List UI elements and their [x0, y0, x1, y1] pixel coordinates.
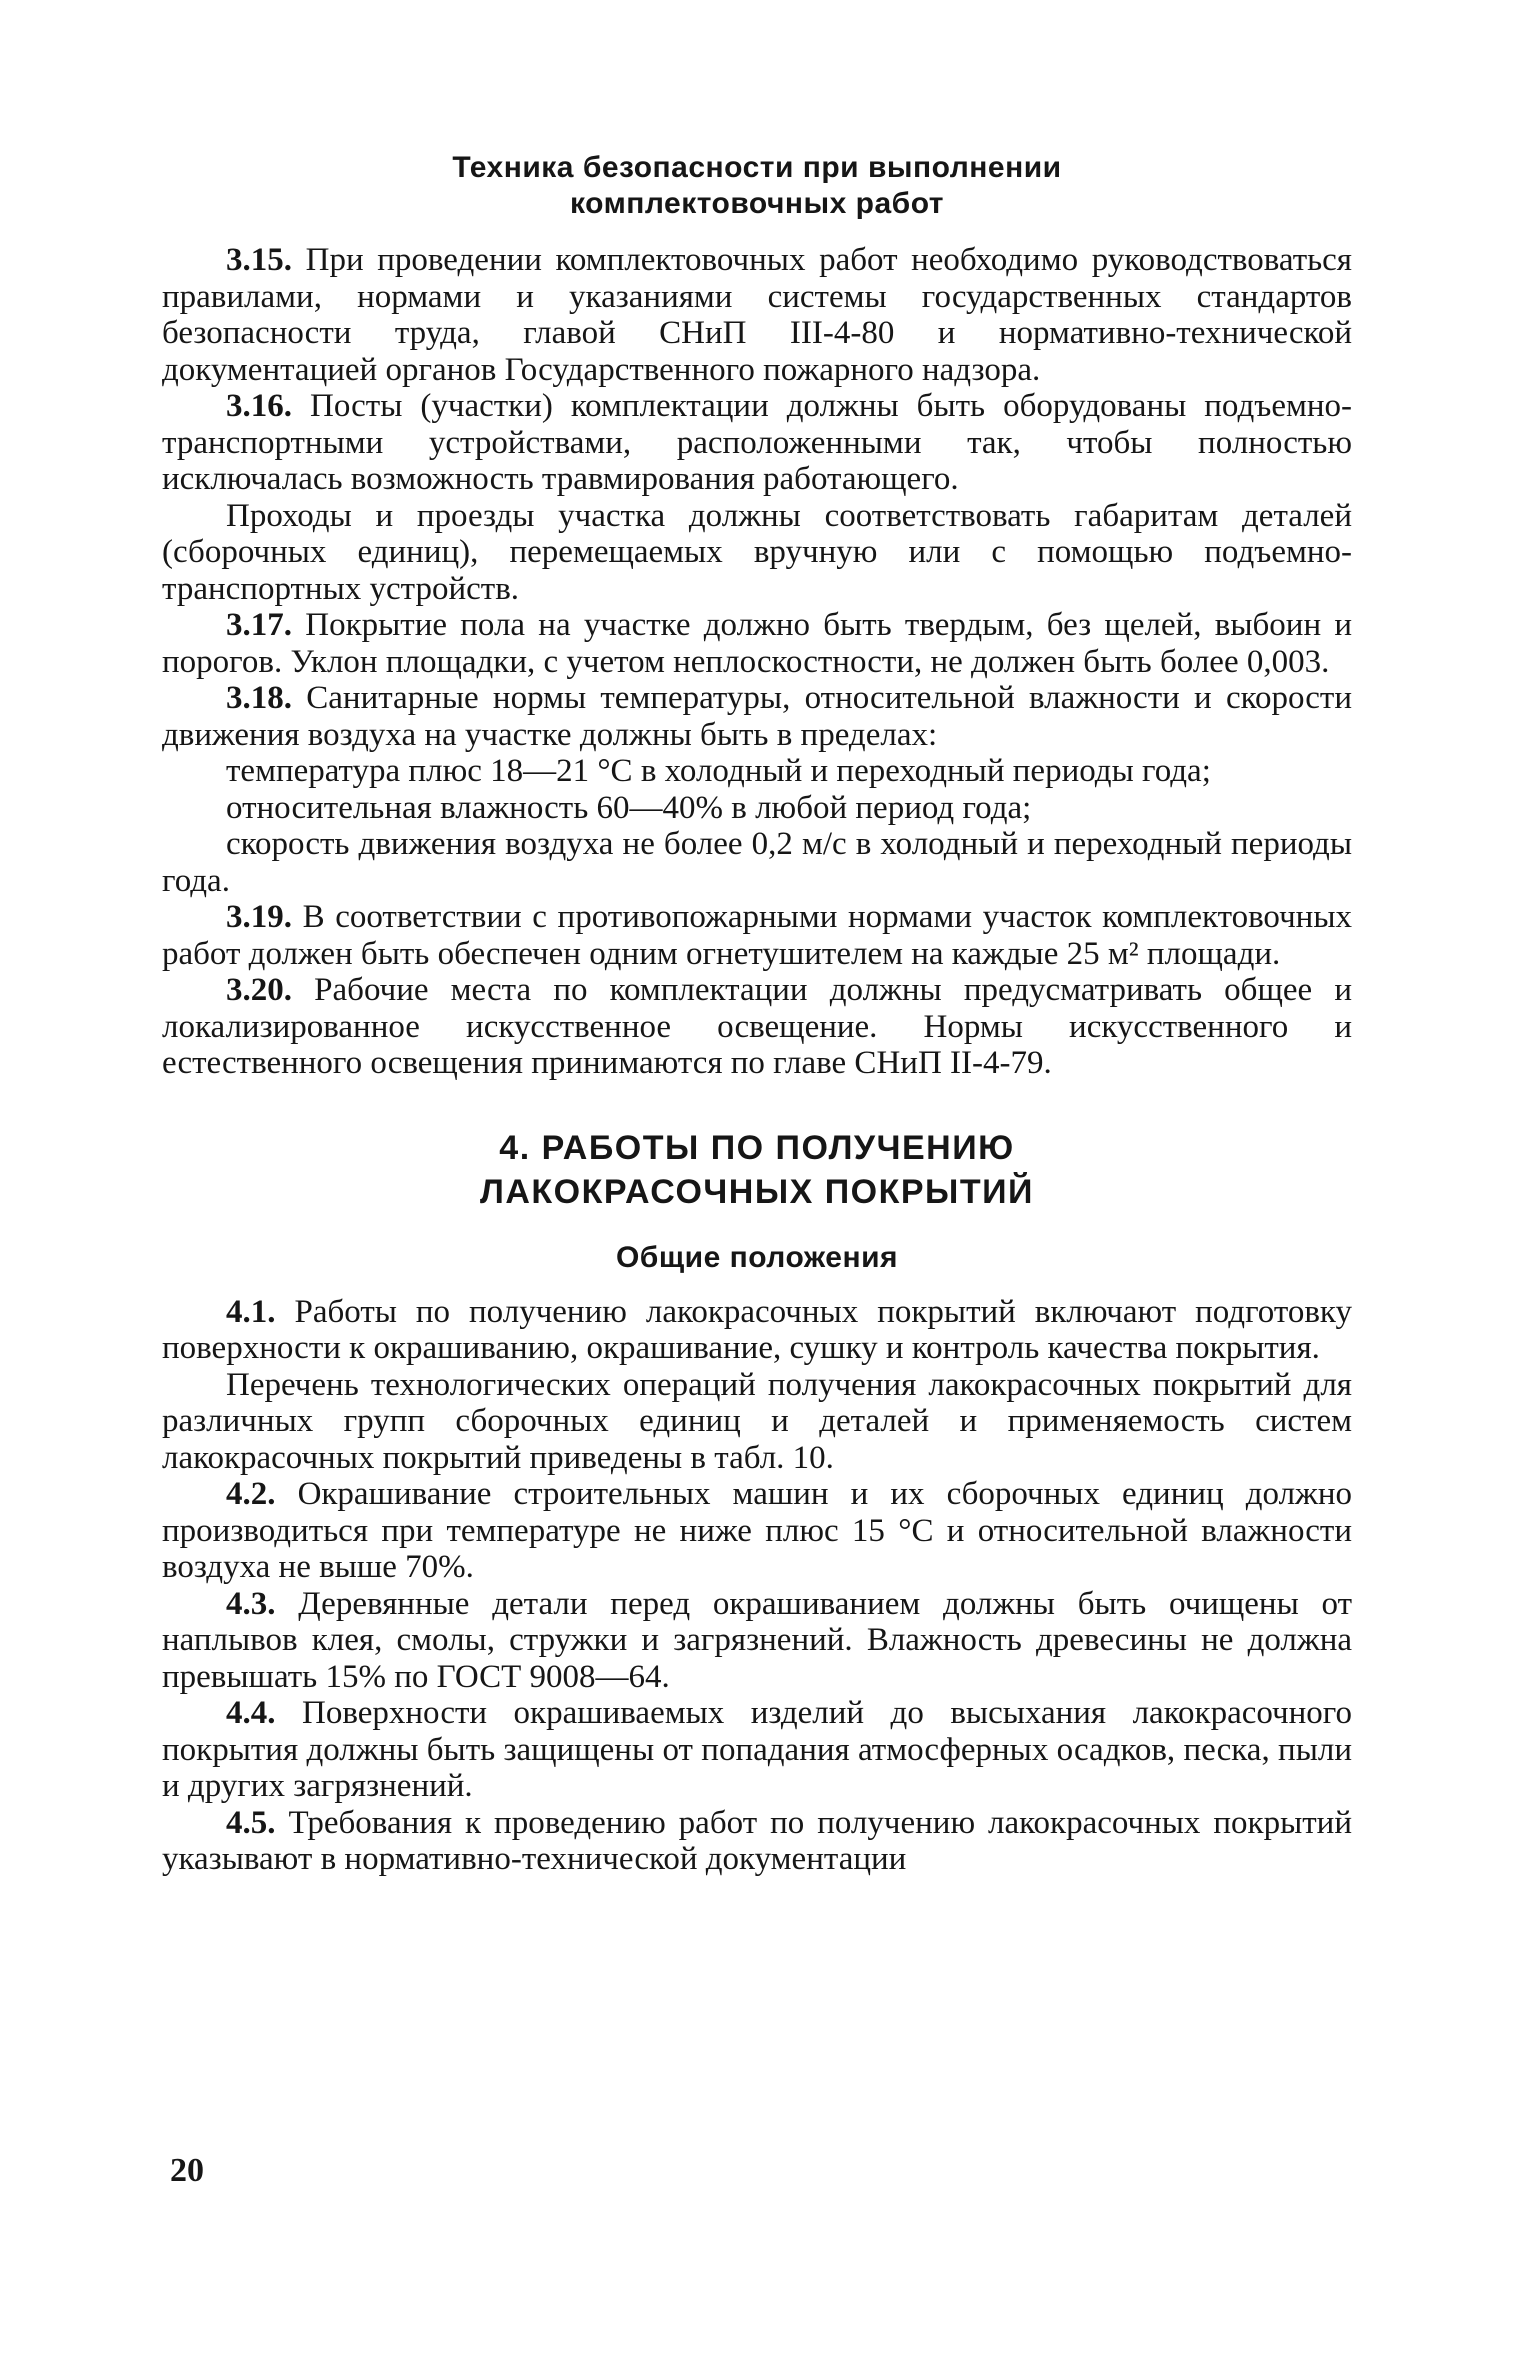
subsection-heading: [162, 150, 1352, 222]
paragraph: [162, 1476, 1352, 1586]
paragraph-text: Окрашивание строительных машин и их сборочных единиц должно производиться при температуре не ниже плюс 15 °С и относительной влажности воздуха не выше 70%.: [162, 1476, 1353, 1585]
paragraph: [162, 899, 1352, 972]
page-body: [162, 150, 1352, 1878]
clause-number: 3.17.: [226, 607, 292, 643]
paragraph: [162, 1367, 1352, 1477]
page-number: 20: [170, 2152, 204, 2189]
clause-number: 4.5.: [226, 1804, 276, 1841]
paragraph-text: При проведении комплектовочных работ необходимо руководствоваться правилами, нормами и указаниями системы государственных стандартов безопасности труда, главой СНиП III-4-80 и нормативно-технической документацией органов Государственного пожарного надзора.: [162, 242, 1352, 388]
paragraph: [162, 1695, 1352, 1805]
paragraph-text: температура плюс 18—21 °С в холодный и переходный периоды года;: [226, 753, 1211, 789]
paragraph-text: Поверхности окрашиваемых изделий до высыхания лакокрасочного покрытия должны быть защищены от попадания атмосферных осадков, песка, пыли и других загрязнений.: [162, 1695, 1353, 1804]
paragraph: [162, 1805, 1352, 1878]
paragraph-text: Работы по получению лакокрасочных покрытий включают подготовку поверхности к окрашиванию, окрашивание, сушку и контроль качества покрытия.: [162, 1293, 1352, 1366]
paragraph-text: Перечень технологических операций получения лакокрасочных покрытий для различных групп сборочных единиц и деталей и применяемость систем лакокрасочных покрытий приведены в табл. 10.: [162, 1366, 1352, 1476]
clause-number: 3.16.: [226, 388, 292, 424]
paragraph-text: Требования к проведению работ по получению лакокрасочных покрытий указывают в нормативно-технической документации: [162, 1804, 1353, 1877]
clause-number: 3.19.: [226, 899, 292, 935]
paragraph-text: Рабочие места по комплектации должны предусматривать общее и локализированное искусственное освещение. Нормы искусственного и естественного освещения принимаются по главе СНиП II-4-79.: [162, 972, 1353, 1081]
heading-line-2: комплектовочных работ: [570, 187, 944, 220]
paragraph-text: Проходы и проезды участка должны соответствовать габаритам деталей (сборочных единиц), перемещаемых вручную или с помощью подъемно-транспортных устройств.: [162, 497, 1352, 607]
paragraph: [162, 242, 1352, 388]
paragraph-text: Покрытие пола на участке должно быть твердым, без щелей, выбоин и порогов. Уклон площадки, с учетом неплоскостности, не должен быть более 0,003.: [162, 607, 1352, 680]
clause-number: 3.18.: [226, 680, 292, 716]
paragraph: [162, 1586, 1352, 1696]
paragraph: [162, 1294, 1352, 1367]
paragraph-text: относительная влажность 60—40% в любой период года;: [226, 789, 1032, 826]
section-heading: [162, 1126, 1352, 1214]
clause-number: 4.2.: [226, 1476, 276, 1512]
paragraph: [162, 790, 1352, 827]
paragraph: [162, 388, 1352, 498]
paragraph: [162, 680, 1352, 753]
section-heading-line-2: ЛАКОКРАСОЧНЫХ ПОКРЫТИЙ: [479, 1172, 1034, 1211]
paragraph-text: Посты (участки) комплектации должны быть оборудованы подъемно-транспортными устройствами, расположенными так, чтобы полностью исключалась возможность травмирования работающего.: [162, 388, 1352, 497]
paragraph: [162, 498, 1352, 608]
clause-number: 3.20.: [226, 972, 292, 1008]
general-provisions-heading: Общие положения: [615, 1240, 899, 1274]
clause-number: 3.15.: [226, 242, 292, 278]
paragraph: [162, 972, 1352, 1082]
paragraph: [162, 826, 1352, 899]
paragraph-text: Деревянные детали перед окрашиванием должны быть очищены от наплывов клея, смолы, стружки и загрязнений. Влажность древесины не должна превышать 15% по ГОСТ 9008—64.: [162, 1585, 1352, 1695]
paragraph: [162, 607, 1352, 680]
paragraph-text: Санитарные нормы температуры, относительной влажности и скорости движения воздуха на участке должны быть в пределах:: [162, 680, 1352, 753]
clause-number: 4.4.: [226, 1695, 276, 1731]
section-heading-line-1: 4. РАБОТЫ ПО ПОЛУЧЕНИЮ: [499, 1128, 1015, 1167]
heading-line-1: Техника безопасности при выполнении: [452, 151, 1062, 184]
clause-number: 4.3.: [226, 1585, 276, 1622]
clause-number: 4.1.: [226, 1293, 276, 1330]
paragraph-text: скорость движения воздуха не более 0,2 м/с в холодный и переходный периоды года.: [162, 826, 1352, 899]
paragraph-text: В соответствии с противопожарными нормами участок комплектовочных работ должен быть обеспечен одним огнетушителем на каждые 25 м² площади.: [162, 899, 1353, 972]
paragraph: [162, 753, 1352, 790]
